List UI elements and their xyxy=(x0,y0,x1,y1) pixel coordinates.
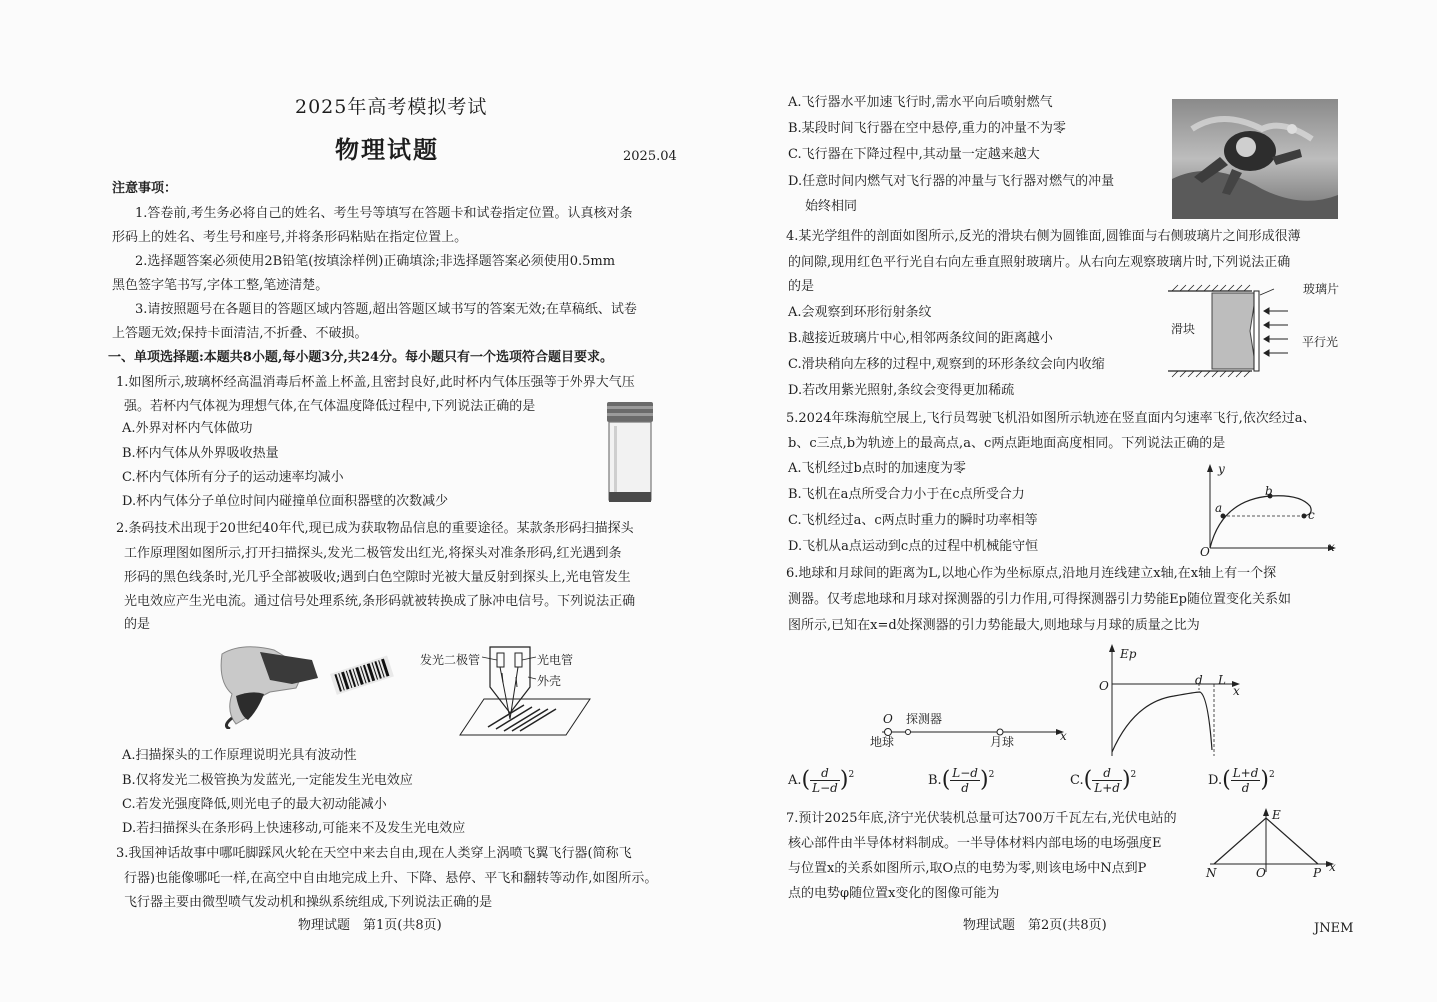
q5-stem: b、c三点,b为轨迹上的最高点,a、c两点距地面高度相同。下列说法正确的是 xyxy=(788,436,1226,451)
slider-label: 滑块 xyxy=(1171,322,1196,336)
origin-o-label: O xyxy=(1256,866,1266,880)
notice-line: 形码上的姓名、考生号和座号,并将条形码粘贴在指定位置上。 xyxy=(112,230,468,245)
axis-x-label: x xyxy=(1060,729,1067,743)
exponent: 2 xyxy=(1130,770,1137,780)
q4-option-d: D.若改用紫光照射,条纹会变得更加稀疏 xyxy=(788,383,1015,398)
q4-stem: 4.某光学组件的剖面如图所示,反光的滑块右侧为圆锥面,圆锥面与右侧玻璃片之间形成很薄 xyxy=(786,229,1301,244)
q5-option-a: A.飞机经过b点时的加速度为零 xyxy=(788,461,966,476)
notice-line: 黑色签字笔书写,字体工整,笔迹清楚。 xyxy=(112,278,329,293)
q6-stem: 测器。仅考虑地球和月球对探测器的引力作用,可得探测器引力势能Ep随位置变化关系如 xyxy=(788,592,1291,607)
axis-e-label: E xyxy=(1272,808,1281,822)
q2-stem: 形码的黑色线条时,光几乎全部被吸收;遇到白色空隙时光被大量反射到探头上,光电管发生 xyxy=(124,570,631,585)
q6-option-a: A.( $\frac{d}{L-d}$ )$^2$ xyxy=(788,766,855,795)
q3-stem: 行器)也能像哪吒一样,在高空中自由地完成上升、下降、悬停、平飞和翻转等动作,如图所示。 xyxy=(124,871,658,886)
phototube-label: 光电管 xyxy=(537,653,574,667)
probe-label: 探测器 xyxy=(906,712,943,726)
exponent: 2 xyxy=(848,770,855,780)
q3-option-a: A.飞行器水平加速飞行时,需水平向后喷射燃气 xyxy=(788,95,1053,110)
corner-mark: JNEM xyxy=(1314,921,1354,936)
subject-title: 物理试题 xyxy=(335,135,439,164)
q2-option-c: C.若发光强度降低,则光电子的最大初动能减小 xyxy=(122,797,387,812)
page-footer: 物理试题 第2页(共8页) xyxy=(963,918,1107,933)
point-b-label: b xyxy=(1265,484,1273,498)
fraction-numerator: L+d xyxy=(1232,766,1259,780)
q6-option-c: C.( $\frac{d}{L+d}$ )$^2$ xyxy=(1070,766,1137,795)
fraction-numerator: L−d xyxy=(952,766,978,780)
q1-stem: 1.如图所示,玻璃杯经高温消毒后杯盖上杯盖,且密封良好,此时杯内气体压强等于外界大气压 xyxy=(116,375,635,390)
q4-option-c: C.滑块稍向左移的过程中,观察到的环形条纹会向内收缩 xyxy=(788,357,1105,372)
q5-option-d: D.飞机从a点运动到c点的过程中机械能守恒 xyxy=(788,539,1039,554)
exponent: 2 xyxy=(988,770,995,780)
notice-line: 2.选择题答案必须使用2B铅笔(按填涂样例)正确填涂;非选择题答案必须使用0.5mm xyxy=(135,254,616,269)
q2-stem: 2.条码技术出现于20世纪40年代,现已成为获取物品信息的重要途径。某款条形码扫描探头 xyxy=(116,521,634,536)
q2-option-d: D.若扫描探头在条形码上快速移动,可能来不及发生光电效应 xyxy=(122,821,466,836)
q7-stem: 7.预计2025年底,济宁光伏装机总量可达700万千瓦左右,光伏电站的 xyxy=(786,811,1177,826)
q6-option-d: D.( $\frac{L+d}{d}$ )$^2$ xyxy=(1208,766,1275,795)
earth-label: 地球 xyxy=(870,735,895,749)
axis-ep-label: Ep xyxy=(1120,647,1137,661)
exam-title: 2025年高考模拟考试 xyxy=(295,96,488,118)
q3-option-c: C.飞行器在下降过程中,其动量一定越来越大 xyxy=(788,147,1040,162)
q2-option-a: A.扫描探头的工作原理说明光具有波动性 xyxy=(122,748,357,763)
jet-flyer-photo xyxy=(1172,99,1338,219)
exponent: 2 xyxy=(1269,770,1275,780)
tick-d-label: d xyxy=(1195,673,1203,687)
option-letter: A. xyxy=(788,773,802,788)
q1-stem: 强。若杯内气体视为理想气体,在气体温度降低过程中,下列说法正确的是 xyxy=(124,399,536,414)
axis-x-label: x xyxy=(1233,684,1240,698)
q1-option-a: A.外界对杯内气体做功 xyxy=(122,421,253,436)
q7-stem: 点的电势φ随位置x变化的图像可能为 xyxy=(788,886,1000,901)
q1-option-b: B.杯内气体从外界吸收热量 xyxy=(122,446,279,461)
section-heading: 一、单项选择题:本题共8小题,每小题3分,共24分。每小题只有一个选项符合题目要求。 xyxy=(108,350,614,365)
origin-o-label: O xyxy=(1099,679,1109,693)
q1-option-d: D.杯内气体分子单位时间内碰撞单位面积器壁的次数减少 xyxy=(122,494,449,509)
point-a-label: a xyxy=(1215,501,1223,515)
origin-label: O xyxy=(1200,545,1210,559)
q2-stem: 光电效应产生光电流。通过信号处理系统,条形码就被转换成了脉冲电信号。下列说法正确 xyxy=(124,594,636,609)
glass-cup-image xyxy=(604,400,658,510)
q7-stem: 核心部件由半导体材料制成。一半导体材料内部电场的电场强度E xyxy=(788,836,1162,851)
barcode-scanner-photo xyxy=(212,634,397,729)
q2-stem: 工作原理图如图所示,打开扫描探头,发光二极管发出红光,将探头对准条形码,红光遇到条 xyxy=(124,546,622,561)
notice-line: 上答题无效;保持卡面清洁,不折叠、不破损。 xyxy=(112,326,368,341)
fraction-numerator: d xyxy=(1092,766,1122,781)
q6-stem: 6.地球和月球间的距离为L,以地心作为坐标原点,沿地月连线建立x轴,在x轴上有一个探 xyxy=(786,566,1277,581)
tick-l-label: L xyxy=(1218,673,1226,687)
shell-label: 外壳 xyxy=(537,674,562,688)
q4-stem: 的是 xyxy=(788,279,815,294)
fraction-numerator: d xyxy=(810,766,840,781)
axis-y-label: y xyxy=(1218,462,1225,476)
page-1 xyxy=(0,0,718,1002)
q2-stem: 的是 xyxy=(124,617,151,632)
q5-option-b: B.飞机在a点所受合力小于在c点所受合力 xyxy=(788,487,1025,502)
fraction-denominator: d xyxy=(961,781,969,795)
diode-label: 发光二极管 xyxy=(420,653,481,667)
page-2 xyxy=(718,0,1437,1002)
axis-x-label: x xyxy=(1328,540,1335,554)
q7-stem: 与位置x的关系如图所示,取O点的电势为零,则该电场中N点到P xyxy=(788,861,1147,876)
q5-stem: 5.2024年珠海航空展上,飞行员驾驶飞机沿如图所示轨迹在竖直面内匀速率飞行,依次经过a、 xyxy=(786,411,1316,426)
q6-option-b: B.( $\frac{L-d}{d}$ )$^2$ xyxy=(928,766,995,795)
notice-heading: 注意事项： xyxy=(112,181,178,196)
q3-option-d-cont: 始终相同 xyxy=(805,199,858,214)
point-c-label: c xyxy=(1308,508,1315,522)
q4-option-b: B.越接近玻璃片中心,相邻两条纹间的距离越小 xyxy=(788,331,1053,346)
q4-stem: 的间隙,现用红色平行光自右向左垂直照射玻璃片。从右向左观察玻璃片时,下列说法正确 xyxy=(788,255,1291,270)
fraction-denominator: d xyxy=(1241,781,1250,795)
exam-date: 2025.04 xyxy=(623,149,677,164)
fraction-denominator: L−d xyxy=(812,781,838,795)
axis-x-label: x xyxy=(1329,860,1336,874)
notice-line: 1.答卷前,考生务必将自己的姓名、考生号等填写在答题卡和试卷指定位置。认真核对条 xyxy=(135,206,633,221)
option-letter: B. xyxy=(928,773,942,788)
parallel-light-label: 平行光 xyxy=(1302,335,1339,349)
option-letter: C. xyxy=(1070,773,1084,788)
point-p-label: P xyxy=(1313,866,1322,880)
q1-option-c: C.杯内气体所有分子的运动速率均减小 xyxy=(122,470,344,485)
option-letter: D. xyxy=(1208,773,1223,788)
q2-option-b: B.仅将发光二极管换为发蓝光,一定能发生光电效应 xyxy=(122,773,413,788)
q3-stem: 3.我国神话故事中哪吒脚踩风火轮在天空中来去自由,现在人类穿上涡喷飞翼飞行器(简称飞 xyxy=(116,846,632,861)
moon-label: 月球 xyxy=(990,735,1015,749)
q3-option-b: B.某段时间飞行器在空中悬停,重力的冲量不为零 xyxy=(788,121,1066,136)
q3-option-d: D.任意时间内燃气对飞行器的冲量与飞行器对燃气的冲量 xyxy=(788,174,1115,189)
q4-option-a: A.会观察到环形衍射条纹 xyxy=(788,305,932,320)
fraction-denominator: L+d xyxy=(1094,781,1120,795)
q5-option-c: C.飞机经过a、c两点时重力的瞬时功率相等 xyxy=(788,513,1038,528)
notice-line: 3.请按照题号在各题目的答题区域内答题,超出答题区域书写的答案无效;在草稿纸、试卷 xyxy=(135,302,637,317)
q3-stem: 飞行器主要由微型喷气发动机和操纵系统组成,下列说法正确的是 xyxy=(124,895,493,910)
origin-o-label: O xyxy=(883,712,893,726)
page-footer: 物理试题 第1页(共8页) xyxy=(298,918,442,933)
point-n-label: N xyxy=(1206,866,1217,880)
q6-stem: 图所示,已知在x=d处探测器的引力势能最大,则地球与月球的质量之比为 xyxy=(788,618,1200,633)
glass-label: 玻璃片 xyxy=(1303,282,1340,296)
